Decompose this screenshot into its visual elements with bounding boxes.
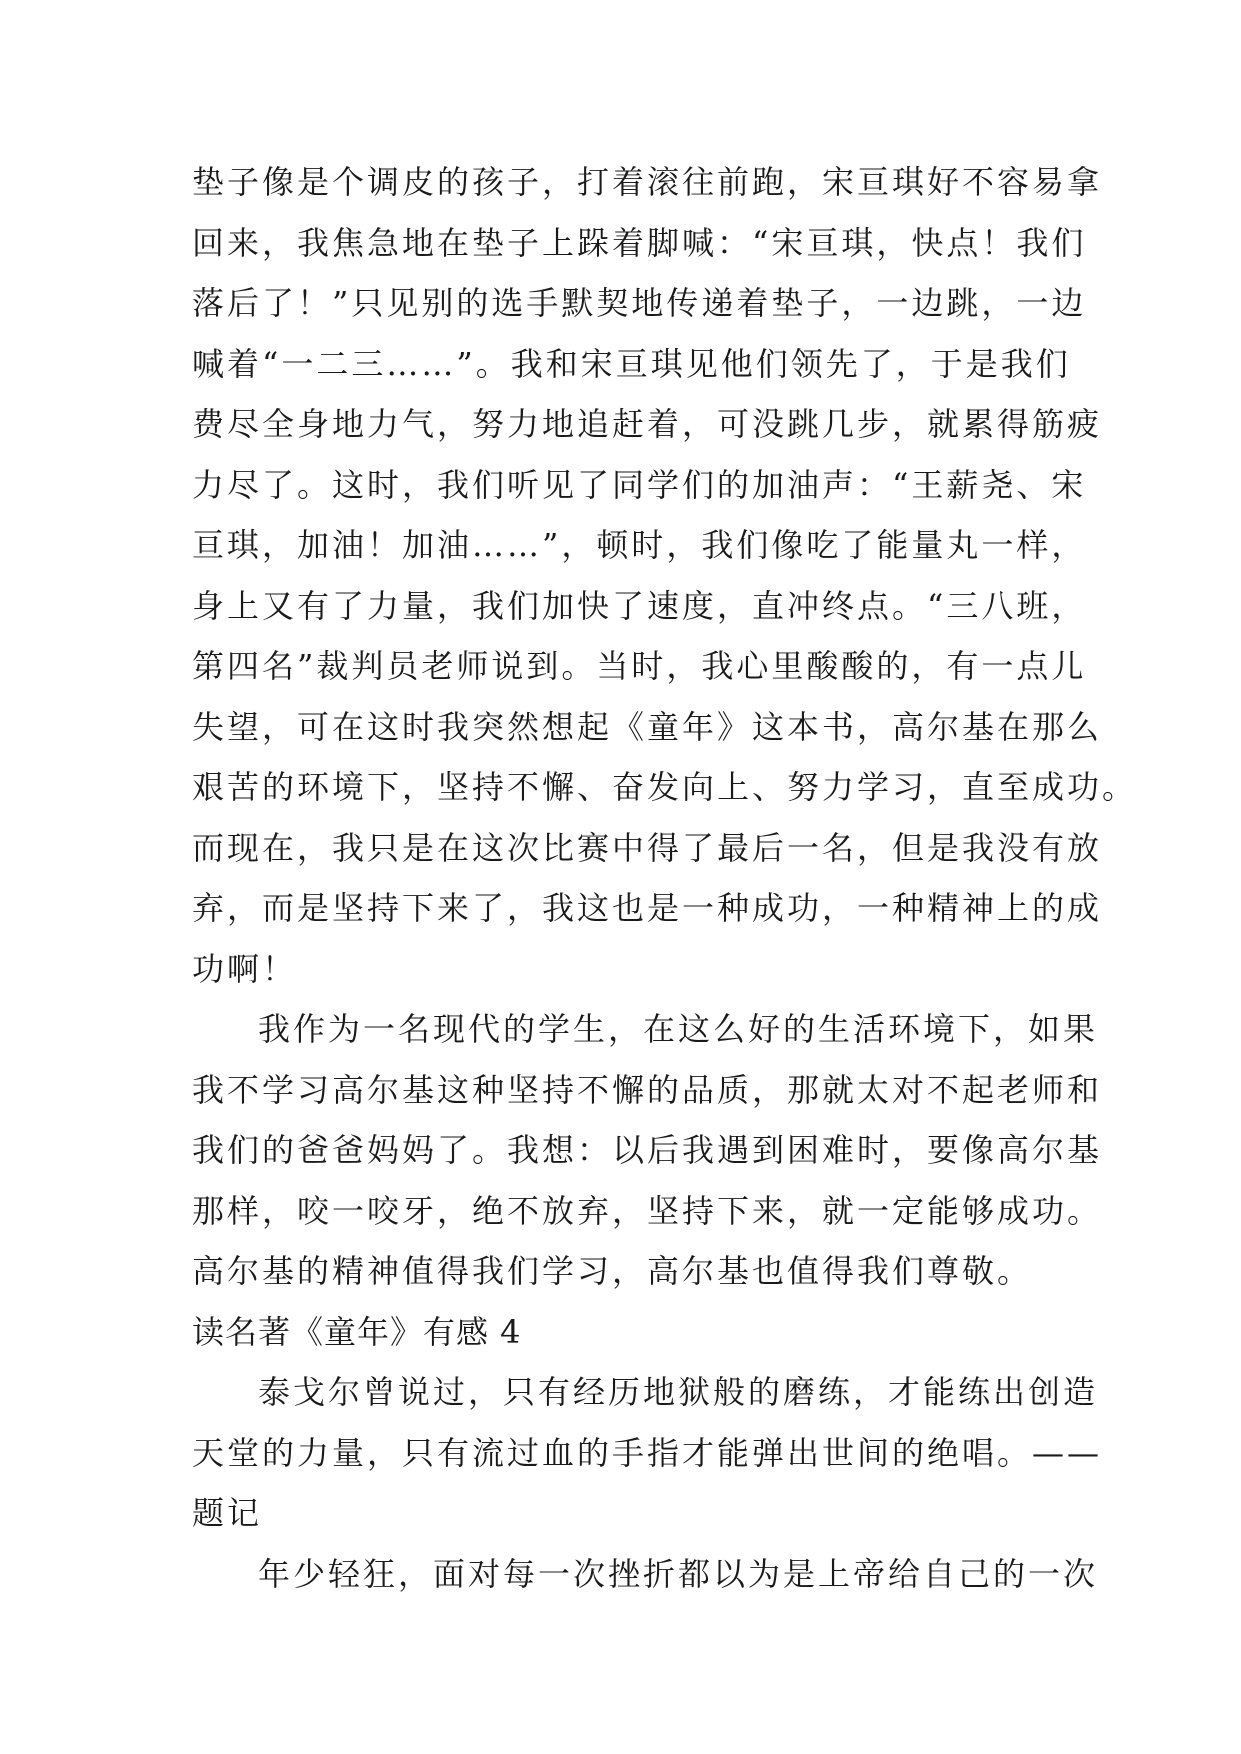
text-line: 喊着“一二三……”。我和宋亘琪见他们领先了，于是我们 bbox=[192, 344, 1071, 383]
text-line: 题记 bbox=[192, 1494, 263, 1532]
text-line: 我不学习高尔基这种坚持不懈的品质，那就太对不起老师和 bbox=[192, 1070, 1103, 1109]
section-heading: 读名著《童年》有感 4 bbox=[192, 1312, 522, 1351]
text-line: 我们的爸爸妈妈了。我想：以后我遇到困难时，要像高尔基 bbox=[192, 1131, 1103, 1169]
text-line: 身上又有了力量，我们加快了速度，直冲终点。“三八班， bbox=[192, 586, 1087, 625]
text-line: 回来，我焦急地在垫子上跺着脚喊：“宋亘琪，快点！我们 bbox=[192, 223, 1087, 262]
text-line: 力尽了。这时，我们听见了同学们的加油声：“王薪尧、宋 bbox=[192, 465, 1087, 504]
text-line: 亘琪，加油！加油……”，顿时，我们像吃了能量丸一样， bbox=[192, 526, 1087, 564]
text-line: 功啊！ bbox=[192, 949, 298, 988]
text-line: 年少轻狂，面对每一次挫折都以为是上帝给自己的一次 bbox=[258, 1554, 1099, 1593]
text-line: 垫子像是个调皮的孩子，打着滚往前跑，宋亘琪好不容易拿 bbox=[192, 163, 1103, 201]
text-line: 我作为一名现代的学生，在这么好的生活环境下，如果 bbox=[258, 1010, 1099, 1048]
text-line: 弃，而是坚持下来了，我这也是一种成功，一种精神上的成 bbox=[192, 889, 1103, 927]
essay-text bbox=[192, 152, 1138, 1604]
text-line: 失望，可在这时我突然想起《童年》这本书，高尔基在那么 bbox=[192, 707, 1103, 746]
text-line: 天堂的力量，只有流过血的手指才能弹出世间的绝唱。—— bbox=[192, 1433, 1103, 1472]
text-line: 艰苦的环境下，坚持不懈、奋发向上、努力学习，直至成功。 bbox=[192, 768, 1138, 806]
text-line: 费尽全身地力气，努力地追赶着，可没跳几步，就累得筋疲 bbox=[192, 405, 1103, 443]
text-line: 落后了！”只见别的选手默契地传递着垫子，一边跳，一边 bbox=[192, 284, 1087, 322]
text-line: 第四名”裁判员老师说到。当时，我心里酸酸的，有一点儿 bbox=[192, 647, 1087, 685]
text-line: 而现在，我只是在这次比赛中得了最后一名，但是我没有放 bbox=[192, 828, 1103, 867]
text-line: 高尔基的精神值得我们学习，高尔基也值得我们尊敬。 bbox=[192, 1252, 1033, 1290]
text-line: 泰戈尔曾说过，只有经历地狱般的磨练，才能练出创造 bbox=[258, 1373, 1099, 1411]
text-line: 那样，咬一咬牙，绝不放弃，坚持下来，就一定能够成功。 bbox=[192, 1191, 1103, 1230]
